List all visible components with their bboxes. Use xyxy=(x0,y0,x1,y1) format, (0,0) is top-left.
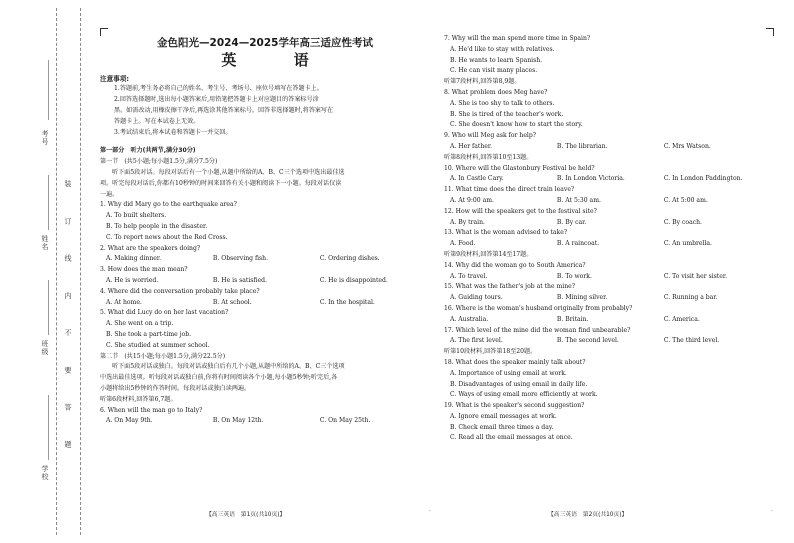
instruction-line: 一遍。 xyxy=(100,190,119,198)
option: C. To visit her sister. xyxy=(663,272,728,280)
binding-label-exam-number: 考号 xyxy=(41,130,49,146)
option: B. She is tired of the teacher's work. xyxy=(450,110,564,118)
question-stem: 14. Why did the woman go to South America? xyxy=(444,261,586,269)
option: C. Ways of using email more efficiently at work. xyxy=(450,391,598,399)
option: A. Australia. xyxy=(450,315,489,323)
option: B. At 5:30 am. xyxy=(556,196,601,204)
options-row xyxy=(444,336,774,347)
question-stem: 12. How will the speakers get to the festival site? xyxy=(444,207,597,215)
question-stem: 6. When will the man go to Italy? xyxy=(100,406,203,414)
options-row xyxy=(444,239,774,250)
question-stem: 11. What time does the direct train leave? xyxy=(444,186,575,194)
question-stem: 1. Why did Mary go to the earthquake area? xyxy=(100,201,237,209)
option: A. She is too shy to talk to others. xyxy=(450,99,555,107)
option: A. By train. xyxy=(450,218,485,226)
option: C. At 5:00 am. xyxy=(663,196,708,204)
question-list xyxy=(100,406,430,428)
option: C. He is disappointed. xyxy=(319,276,388,284)
instruction-line: 听下面5段对话。每段对话后有一个小题,从题中所给的A、B、C三个选项中选出最佳选 xyxy=(112,168,345,176)
question-stem: 7. Why will the man spend more time in Spain? xyxy=(444,35,591,42)
option: A. At home. xyxy=(106,298,142,306)
binding-dashed-line-outer xyxy=(56,8,57,535)
option: B. She took a part-time job. xyxy=(106,330,192,338)
options-row xyxy=(444,142,774,153)
question-stem: 17. Which level of the mine did the woman find unbearable? xyxy=(444,326,631,334)
option: A. At 9:00 am. xyxy=(450,196,494,204)
footer-mark: · xyxy=(771,509,773,515)
option: B. Britain. xyxy=(556,315,589,323)
option: A. To built shelters. xyxy=(106,212,167,220)
options-row xyxy=(444,174,774,185)
option: B. The librarian. xyxy=(556,142,608,150)
note-line: 黑。如需改动,用橡皮擦干净后,再选涂其他答案标号。回答非选择题时,将答案写在 xyxy=(114,106,334,114)
option: C. She studied at summer school. xyxy=(106,341,210,349)
option: C. An umbrella. xyxy=(663,240,712,248)
exam-title: 金色阳光—2024—2025学年高三适应性考试 xyxy=(157,37,373,49)
binding-seal-text: 装 订 线 内 不 要 答 题 xyxy=(64,180,72,462)
option: A. Food. xyxy=(450,240,476,248)
option: A. Ignore email messages at work. xyxy=(450,412,557,420)
question-stem: 10. Where will the Glastonbury Festival be held? xyxy=(444,164,595,172)
question-stem: 16. Where is the woman's husband originally from probably? xyxy=(444,304,633,312)
question-stem: 4. Where did the conversation probably take place? xyxy=(100,287,260,295)
question-stem: 19. What is the speaker's second suggestion? xyxy=(444,402,585,410)
binding-strip xyxy=(0,0,96,543)
option: C. In London Paddington. xyxy=(663,175,743,183)
option: C. In the hospital. xyxy=(319,298,375,306)
option: C. By coach. xyxy=(663,218,702,226)
option: A. Her father. xyxy=(450,142,493,150)
option: B. To work. xyxy=(556,272,592,280)
options-row xyxy=(100,276,430,287)
notes-heading: 注意事项: xyxy=(100,74,130,83)
section-heading: 第一节 (共5小题;每小题1.5分,满分7.5分) xyxy=(100,158,218,166)
question-stem: 9. Who will Meg ask for help? xyxy=(444,132,537,140)
binding-label-school: 学校 xyxy=(41,465,49,481)
option: A. To travel. xyxy=(450,272,488,280)
page-footer-left: 【高三英语 第1页(共10页)】 xyxy=(206,512,286,518)
option: C. Mrs Watson. xyxy=(663,142,711,150)
options-row xyxy=(444,272,774,283)
option: A. He is worried. xyxy=(106,276,159,284)
footer-mark: · xyxy=(429,509,431,515)
section-heading: 第二节 (共15小题;每小题1.5分,满分22.5分) xyxy=(100,352,226,360)
question-stem: 3. How does the man mean? xyxy=(100,266,188,274)
options-row xyxy=(444,196,774,207)
binding-dashed-line-inner xyxy=(80,8,81,535)
binding-field-line xyxy=(48,60,49,120)
option: A. Importance of using email at work. xyxy=(450,369,567,377)
instruction-line: 项。听完每段对话后,你都有10秒钟的时间来回答有关小题和阅读下一小题。每段对话仅读 xyxy=(100,179,342,187)
part-heading: 第一部分 听力(共两节,满分30分) xyxy=(100,147,196,155)
options-row xyxy=(100,254,430,265)
note-line: 2.回答选择题时,选出每小题答案后,用铅笔把答题卡上对应题目的答案标号涂 xyxy=(114,96,319,104)
option: B. At school. xyxy=(212,298,252,306)
group-label: 听第10段材料,回答第18至20题。 xyxy=(444,348,537,356)
page-footer-right: 【高三英语 第2页(共10页)】 xyxy=(548,512,628,518)
note-line: 答题卡上。写在本试卷上无效。 xyxy=(114,117,200,125)
instruction-line: 中选出最佳选项。听每段对话或独白前,你将有时间阅读各个小题,每小题5秒钟;听完后,各 xyxy=(100,374,338,382)
option: C. The third level. xyxy=(663,337,720,345)
option: B. On May 12th. xyxy=(212,417,264,425)
option: B. Disadvantages of using email in daily life. xyxy=(450,380,588,388)
option: A. Making dinner. xyxy=(106,255,162,263)
question-stem: 13. What is the woman advised to take? xyxy=(444,229,568,237)
option: A. On May 9th. xyxy=(106,417,153,425)
option: B. By car. xyxy=(556,218,587,226)
option: C. She doesn't know how to start the story. xyxy=(450,121,583,129)
option: B. In London Victoria. xyxy=(556,175,625,183)
binding-label-name: 姓名 xyxy=(41,235,49,251)
group-label: 听第7段材料,回答第8,9题。 xyxy=(444,78,521,86)
question-stem: 2. What are the speakers doing? xyxy=(100,244,201,252)
question-stem: 18. What does the speaker mainly talk about? xyxy=(444,358,586,366)
option: C. He can visit many places. xyxy=(450,67,538,75)
note-line: 1.答题前,考生务必将自己的姓名、考生号、考场号、座位号填写在答题卡上。 xyxy=(114,85,323,93)
option: C. Ordering dishes. xyxy=(319,255,380,263)
options-row xyxy=(100,298,430,309)
option: B. The second level. xyxy=(556,337,619,345)
right-column xyxy=(444,34,774,444)
option: C. America. xyxy=(663,315,700,323)
question-stem: 15. What was the father's job at the mine? xyxy=(444,283,576,291)
option: B. Check email three times a day. xyxy=(450,423,554,431)
group-label: 听第9段材料,回答第14至17题。 xyxy=(444,250,533,258)
binding-field-line xyxy=(48,395,49,460)
instruction-line: 听下面5段对话或独白。每段对话或独白后有几个小题,从题中所给的A、B、C三个选项 xyxy=(112,363,345,371)
question-stem: 5. What did Lucy do on her last vacation? xyxy=(100,309,229,317)
option: A. Guiding tours. xyxy=(450,294,503,302)
binding-field-line xyxy=(48,175,49,230)
option: A. She went on a trip. xyxy=(106,320,174,328)
option: A. In Castle Cary. xyxy=(450,175,504,183)
option: B. A raincoat. xyxy=(556,240,600,248)
options-row xyxy=(444,315,774,326)
option: B. To help people in the disaster. xyxy=(106,222,208,230)
question-list xyxy=(100,200,430,351)
question-stem: 8. What problem does Meg have? xyxy=(444,88,548,96)
group-label: 听第8段材料,回答第10至13题。 xyxy=(444,153,533,161)
left-column xyxy=(100,0,430,427)
question-list xyxy=(444,34,774,444)
option: B. He is satisfied. xyxy=(212,276,267,284)
option: A. He'd like to stay with relatives. xyxy=(450,45,555,53)
binding-field-line xyxy=(48,280,49,335)
option: A. The first level. xyxy=(450,337,503,345)
option: B. Mining silver. xyxy=(556,294,608,302)
binding-label-class: 班级 xyxy=(41,340,49,356)
option: C. On May 25th. xyxy=(319,417,371,425)
group-label: 听第6段材料,回答第6,7题。 xyxy=(100,395,177,403)
option: B. He wants to learn Spanish. xyxy=(450,56,543,64)
note-line: 3.考试结束后,将本试卷和答题卡一并交回。 xyxy=(114,128,232,136)
options-row xyxy=(444,293,774,304)
subject-title: 英 语 xyxy=(221,50,335,69)
options-row xyxy=(100,416,430,427)
option: C. Read all the email messages at once. xyxy=(450,434,573,442)
option: C. Running a bar. xyxy=(663,294,718,302)
option: B. Observing fish. xyxy=(212,255,269,263)
option: C. To report news about the Red Cross. xyxy=(106,233,228,241)
options-row xyxy=(444,218,774,229)
instruction-line: 小题将给出5秒钟的作答时间。每段对话或独白读两遍。 xyxy=(100,384,251,392)
